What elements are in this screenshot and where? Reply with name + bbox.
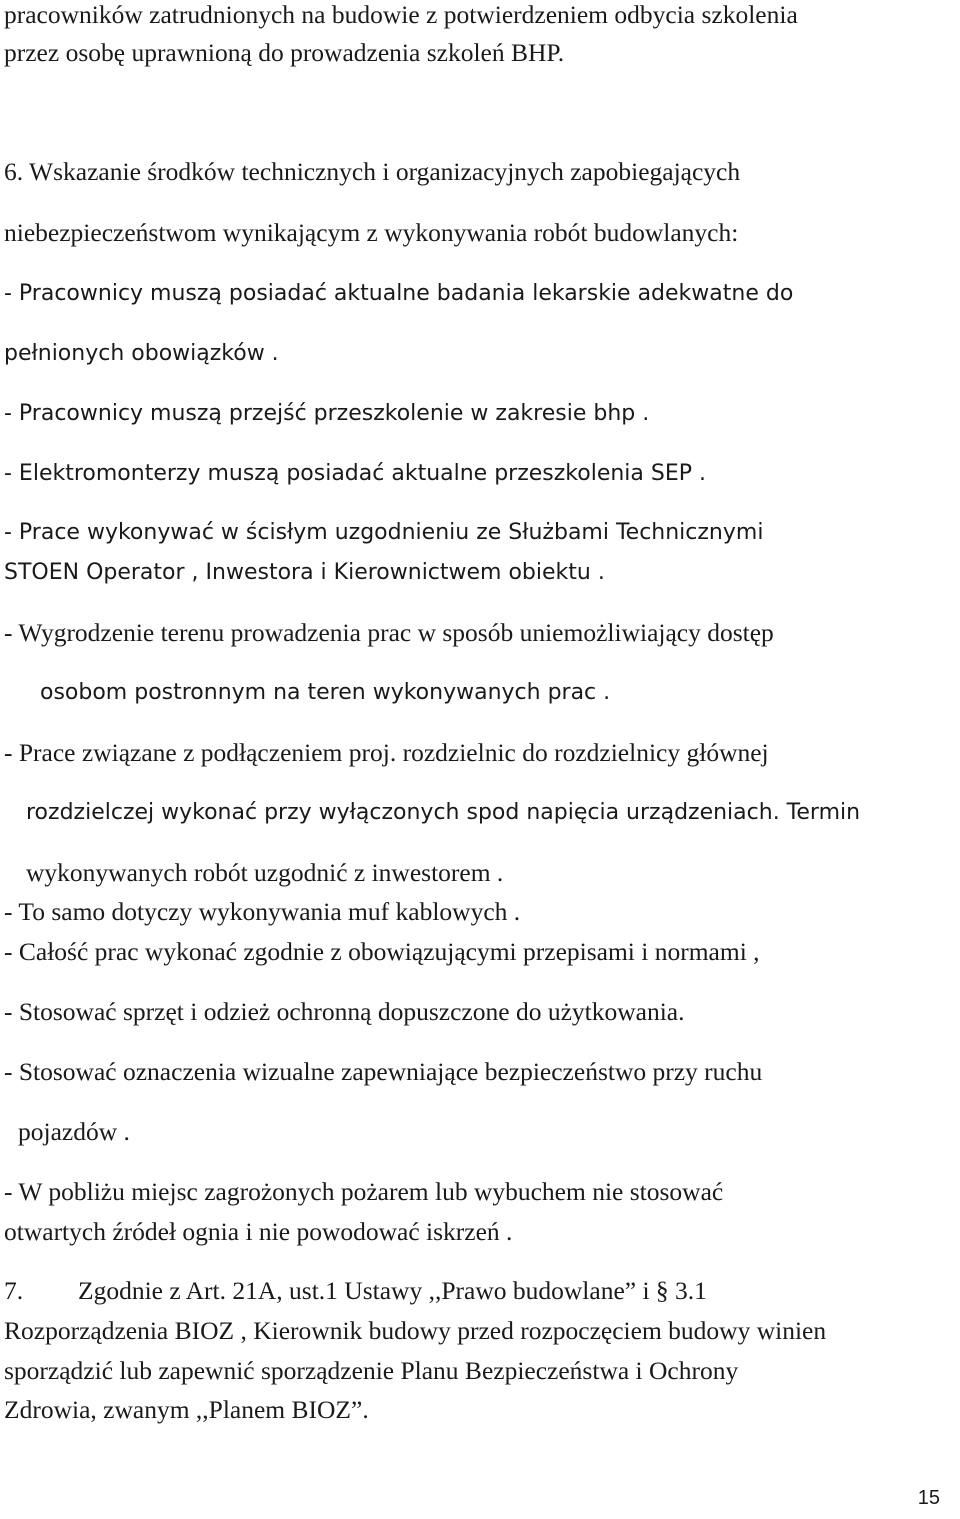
list-item: - Stosować oznaczenia wizualne zapewniające bezpieczeństwo przy ruchu — [4, 1057, 763, 1086]
paragraph-line: Zdrowia, zwanym ,,Planem BIOZ”. — [4, 1395, 369, 1424]
list-item: - Wygrodzenie terenu prowadzenia prac w sposób uniemożliwiający dostęp — [4, 618, 774, 647]
list-item: - To samo dotyczy wykonywania muf kablowych . — [4, 897, 521, 926]
list-item: - Prace wykonywać w ścisłym uzgodnieniu ze Służbami Technicznymi — [4, 520, 764, 545]
list-item: - Pracownicy muszą przejść przeszkolenie w zakresie bhp . — [4, 401, 650, 426]
list-item-continuation: rozdzielczej wykonać przy wyłączonych spod napięcia urządzeniach. Termin — [26, 800, 861, 825]
section-7-heading: Zgodnie z Art. 21A, ust.1 Ustawy ,,Prawo budowlane” i § 3.1 — [78, 1276, 707, 1305]
paragraph-line: niebezpieczeństwom wynikającym z wykonywania robót budowlanych: — [4, 218, 739, 247]
list-item-continuation: otwartych źródeł ognia i nie powodować iskrzeń . — [4, 1217, 513, 1246]
paragraph-line: przez osobę uprawnioną do prowadzenia szkoleń BHP. — [4, 38, 565, 67]
list-item: - W pobliżu miejsc zagrożonych pożarem lub wybuchem nie stosować — [4, 1177, 724, 1206]
list-item-continuation: STOEN Operator , Inwestora i Kierownictwem obiektu . — [4, 560, 605, 585]
list-item-continuation: pojazdów . — [18, 1117, 130, 1146]
list-item: - Stosować sprzęt i odzież ochronną dopuszczone do użytkowania. — [4, 997, 685, 1026]
list-item: - Elektromonterzy muszą posiadać aktualne przeszkolenia SEP . — [4, 461, 707, 486]
paragraph-line: pracowników zatrudnionych na budowie z potwierdzeniem odbycia szkolenia — [4, 0, 798, 29]
list-item: - Prace związane z podłączeniem proj. rozdzielnic do rozdzielnicy głównej — [4, 738, 769, 767]
list-item-continuation: osobom postronnym na teren wykonywanych prac . — [40, 680, 611, 705]
paragraph-line: Rozporządzenia BIOZ , Kierownik budowy przed rozpoczęciem budowy winien — [4, 1316, 827, 1345]
page-number: 15 — [917, 1487, 940, 1509]
paragraph-line: sporządzić lub zapewnić sporządzenie Planu Bezpieczeństwa i Ochrony — [4, 1356, 739, 1385]
section-6-heading: 6. Wskazanie środków technicznych i organizacyjnych zapobiegających — [4, 157, 741, 186]
section-7-number: 7. — [4, 1276, 24, 1305]
list-item: - Całość prac wykonać zgodnie z obowiązującymi przepisami i normami , — [4, 937, 760, 966]
list-item: - Pracownicy muszą posiadać aktualne badania lekarskie adekwatne do — [4, 281, 794, 306]
list-item-continuation: pełnionych obowiązków . — [4, 341, 279, 366]
list-item-continuation: wykonywanych robót uzgodnić z inwestorem . — [26, 858, 504, 887]
